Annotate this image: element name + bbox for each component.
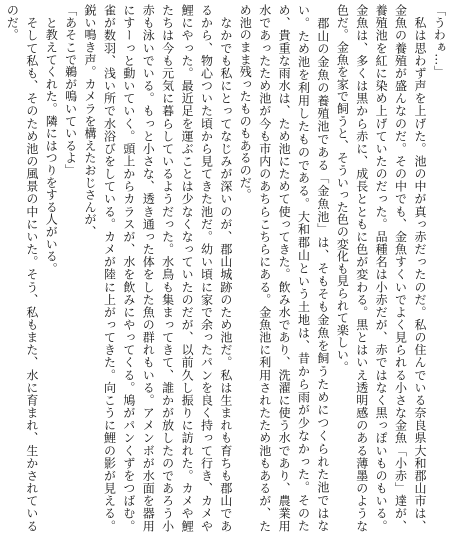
paragraph-goldfish-pond: 私は思わず声を上げた。池の中が真っ赤だったのだ。私の住んでいる奈良県大和郡山市は、金魚の養殖が盛んなのだ。その中でも、金魚すくいでよく見られる小さな金魚「小赤」達が、養殖池を紅に染め上げていたのだった。品種名は小赤だが、赤ではなく黒っぽいものもいる。金魚は、多くは黒から赤に、成長とともに色が変わる。黒とはいえ透明感のある薄墨のような色だ。金魚を家で飼うと、そういった色の変化も見られて楽しい。 bbox=[335, 4, 427, 532]
paragraph-reservoir-history: 郡山の金魚の養殖池である「金魚池」は、そもそも金魚を飼うためにつくられた池ではない。ため池を利用したものである。大和郡山という土地は、昔から雨が少なかった。そのため、貴重な雨水は、ため池にためて使ってきた。飲み水であり、洗濯に使う水であり、農業用水であったため池が今も市内のあちらこちらにある。金魚池に利用されたため池もあるが、ため池のまま残ったものもあるのだ。 bbox=[238, 4, 330, 532]
paragraph-fishing-neighbor: と教えてくれた。隣にはつりをする人がいる。 bbox=[44, 4, 59, 275]
paragraph-closing: そして私も、そのため池の風景の中にいた。そう、私もまた、水に育まれ、生かされているのだ。 bbox=[5, 4, 39, 532]
paragraph-cormorant-quote: 「あそこで鵜が鳴いているよ」 bbox=[63, 4, 78, 177]
paragraph-exclamation: 「うわぁ…」 bbox=[432, 4, 447, 78]
paragraph-castle-pond: なかでも私にとってなじみが深いのが、郡山城跡のため池だ。私は生まれも育ちも郡山であるから、物心ついた頃から見てきた池だ。幼い頃に家で余ったパンを良く持って行き、カメや鯉にやった。最近足を運ぶことは少なくなっていたのだが、以前久し振りに訪れた。カメや鯉たちは今も元気に暮らしているようだった。水鳥も集まってきて、誰かが放したのであろう小赤も泳いでいる。もっと小さな、透き通った体をした魚の群れもいる。アメンボが水面を器用にすーっと動いていく。頭上からカラスが、水を飲みにやってくる。鳩がパンくずをつばむ。雀が数羽、浅い所で水浴びをしている。カメが陸に上がってきた。向こうに鯉の影が見える。鋭い鳴き声。カメラを構えたおじさんが、 bbox=[83, 4, 233, 532]
vertical-text-body bbox=[2, 4, 448, 532]
